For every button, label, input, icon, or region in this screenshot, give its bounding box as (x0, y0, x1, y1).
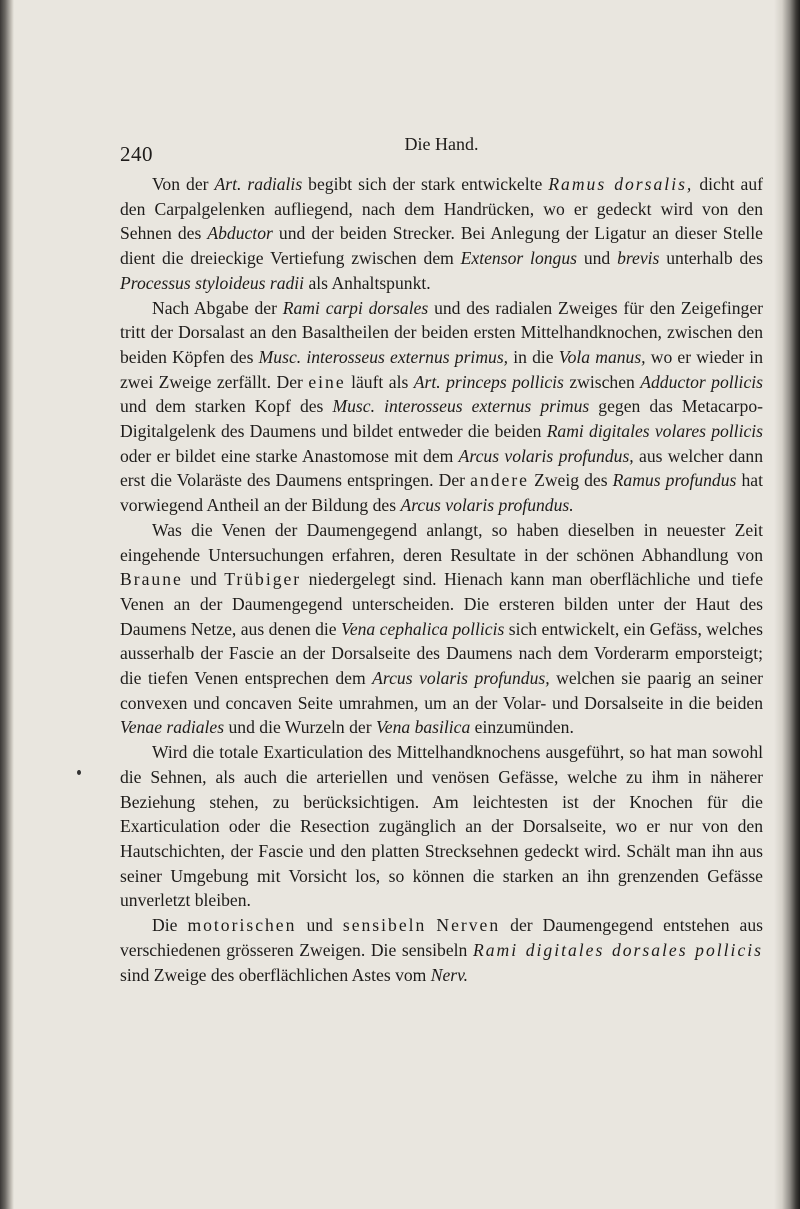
italic-text-run: Arcus volaris profundus, (458, 445, 634, 466)
spaced-text-run: Nerven (436, 915, 501, 936)
text-run: und die Wurzeln der (224, 717, 376, 738)
page-binding-shadow-right (774, 0, 800, 1209)
italic-text-run: Musc. interosseus externus primus (332, 396, 590, 417)
text-run: oder er bildet eine starke Anastomose mit dem (120, 445, 459, 466)
italic-text-run: Vena cephalica pollicis (341, 618, 505, 639)
text-run: sind Zweige des oberflächlichen Astes vom (120, 964, 431, 985)
text-run: und dem starken Kopf des (120, 396, 333, 417)
text-run: welchen sie paarig an seiner convexen und concaven Seite umrahmen, um an der Volar- und Dorsalseite in die beiden (120, 668, 763, 713)
spaced-text-run: andere (470, 470, 529, 491)
text-run: Was die Venen der Daumengegend anlangt, so haben dieselben in neuester Zeit eingehende Untersuchungen erfahren, deren Resultate in der schönen Abhandlung von (120, 519, 763, 565)
text-run: Zweig des (529, 470, 613, 491)
italic-text-run: Rami digitales dorsales pollicis (472, 939, 763, 960)
book-page (120, 134, 763, 987)
running-head: Die Hand. (404, 134, 479, 154)
text-run: Von der (152, 174, 215, 194)
spaced-text-run: eine (308, 371, 346, 392)
text-run: der Daumengegend entstehen aus verschiedenen grösseren Zweigen. Die sensibeln (120, 915, 764, 960)
italic-text-run: brevis (617, 248, 660, 269)
text-run: zwischen (563, 371, 641, 392)
italic-text-run: Extensor longus (460, 248, 577, 269)
italic-text-run: Vena basilica (375, 717, 471, 738)
spaced-text-run: motorischen (187, 915, 297, 936)
text-run: begibt sich der stark entwickelte (302, 174, 549, 194)
text-run: und (296, 915, 343, 936)
italic-text-run: Ramus profundus (612, 470, 737, 491)
italic-text-run: Art. radialis (214, 174, 303, 194)
text-run: Die (152, 915, 188, 936)
text-run: Wird die totale Exarticulation des Mittelhandknochens ausgeführt, so hat man sowohl die Sehnen, als auch die arteriellen und venösen Gefässe, welche zu ihm in näherer Beziehung stehen, zu berücksichtigen. Am leichtesten ist der Knochen für die Exarticulation oder die Resection zugänglich an der Dorsalseite, wo er nur von den Hautschichten, der Fascie und den platten Strecksehnen gedeckt wird. Schält man ihn aus seiner Umgebung mit Vorsicht los, so können die starken an ihn grenzenden Gefässe unverletzt bleiben. (120, 742, 763, 911)
italic-text-run: Arcus volaris profundus, (372, 668, 550, 689)
text-run: und des radialen Zweiges für den Zeigefinger tritt der Dorsalast an den Basaltheilen der beiden ersten Mittelhandknochen, zwischen den beiden Köpfen des (120, 297, 763, 367)
italic-text-run: Rami carpi dorsales (282, 297, 429, 318)
text-run: aus welcher dann erst die Volaräste des Daumens entspringen. Der (120, 445, 764, 491)
italic-text-run: Processus styloideus radii (120, 272, 305, 293)
text-run: unterhalb des (659, 248, 763, 269)
italic-text-run: Adductor pollicis (640, 371, 763, 392)
text-run: und (576, 248, 618, 269)
page-binding-shadow-left (0, 0, 14, 1209)
text-run: und (182, 569, 225, 590)
spaced-text-run: Trübiger (224, 569, 302, 590)
body-text (120, 172, 763, 987)
paragraph (120, 518, 763, 740)
italic-text-run: Musc. interosseus externus primus, (258, 346, 509, 367)
spaced-text-run: Braune (120, 569, 183, 590)
italic-text-run: Abductor (207, 223, 273, 244)
italic-text-run: Art. princeps pollicis (413, 371, 564, 392)
page-header (120, 134, 763, 172)
text-run: hat vorwiegend Antheil an der Bildung des (120, 470, 763, 516)
italic-text-run: Vola manus, (558, 346, 646, 367)
page-number: 240 (120, 142, 153, 166)
italic-text-run: Nerv. (430, 964, 469, 985)
paragraph (120, 913, 763, 987)
print-speck (77, 770, 81, 775)
text-run: wo er wieder in zwei Zweige zerfällt. Der (120, 346, 763, 392)
italic-text-run: Arcus volaris profundus. (400, 495, 574, 516)
paragraph (120, 172, 763, 296)
text-run: sich entwickelt, ein Gefäss, welches ausserhalb der Fascie an der Dorsalseite des Daumens nach dem Vorderarm emporsteigt; die tiefen Venen entsprechen dem (120, 618, 763, 689)
text-run: niedergelegt sind. Hienach kann man oberflächliche und tiefe Venen an der Daumengegend unterscheiden. Die ersteren bilden unter der Haut des Daumens Netze, aus denen die (120, 569, 764, 639)
paragraph (120, 296, 763, 518)
text-run: als Anhaltspunkt. (304, 272, 431, 293)
text-run: gegen das Metacarpo-Digitalgelenk des Daumens und bildet entweder die beiden (120, 396, 763, 442)
text-run: und der beiden Strecker. Bei Anlegung der Ligatur an dieser Stelle dient die dreieckige Vertiefung zwischen dem (120, 223, 763, 269)
italic-text-run: Ramus dorsalis, (548, 174, 694, 194)
text-run: einzumünden. (470, 717, 574, 738)
text-run (426, 915, 436, 935)
text-run: dicht auf den Carpalgelenken aufliegend, nach dem Handrücken, wo er gedeckt wird von den Sehnen des (120, 174, 763, 244)
text-run: läuft als (345, 371, 414, 392)
text-run: in die (508, 346, 559, 367)
italic-text-run: Venae radiales (120, 717, 225, 738)
italic-text-run: Rami digitales volares pollicis (546, 421, 764, 442)
spaced-text-run: sensibeln (342, 915, 427, 936)
text-run: Nach Abgabe der (152, 297, 283, 318)
paragraph (120, 740, 763, 913)
